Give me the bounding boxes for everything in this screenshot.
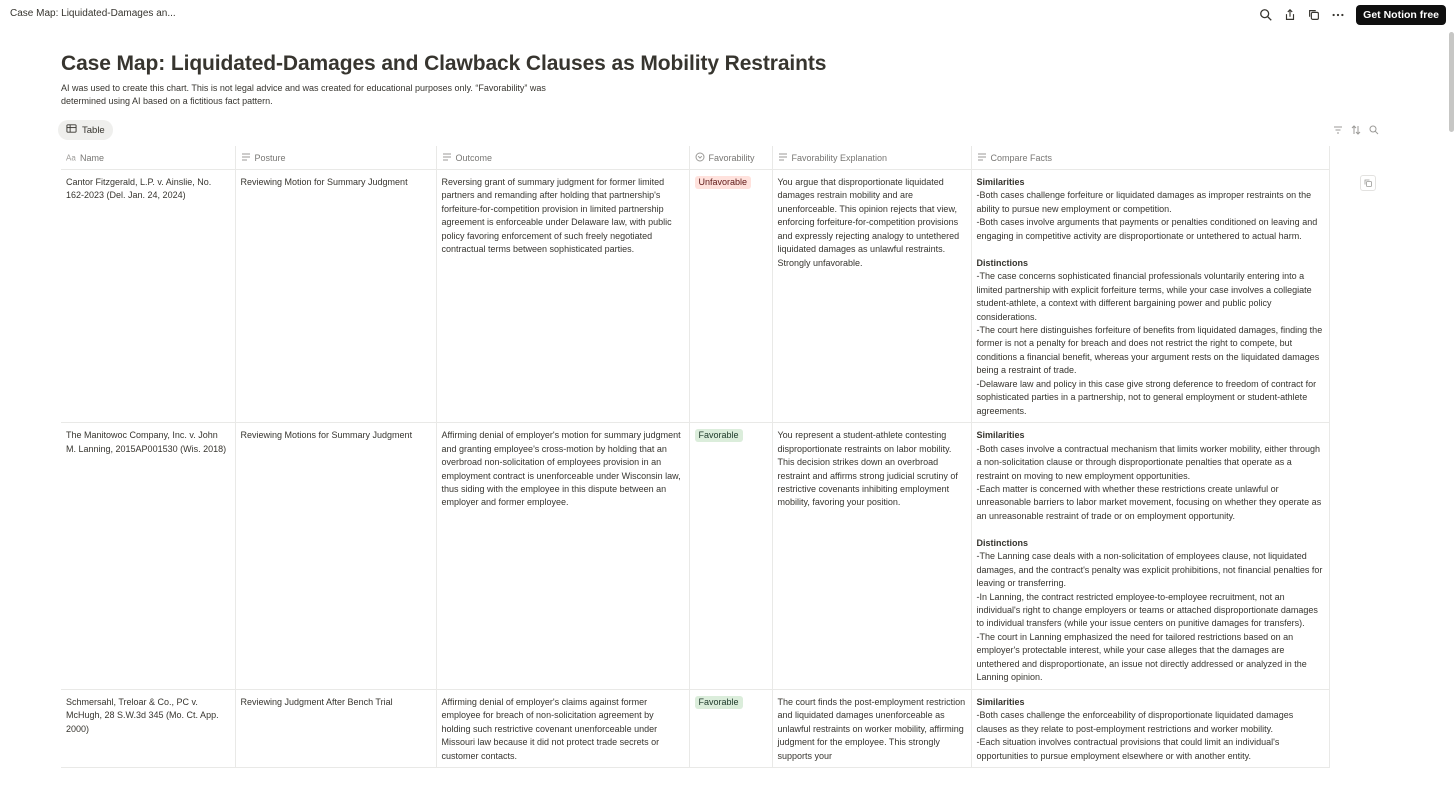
copy-icon[interactable]: [1360, 175, 1376, 191]
tab-label: Table: [82, 124, 105, 136]
search-icon[interactable]: [1368, 124, 1380, 136]
row-spacer: [1329, 689, 1384, 767]
page-description: AI was used to create this chart. This is not legal advice and was created for educational purposes only. “Favorability” was determined using AI based on a fictitious fact pattern.: [61, 83, 546, 106]
cell-compare[interactable]: [971, 689, 1329, 767]
scrollbar[interactable]: [1446, 0, 1456, 785]
text-property-icon: [241, 152, 251, 162]
column-header-posture[interactable]: Posture: [235, 146, 436, 170]
filter-icon[interactable]: [1332, 124, 1344, 136]
cell-compare[interactable]: [971, 170, 1329, 423]
text-property-icon: [778, 152, 788, 162]
get-notion-free-button[interactable]: Get Notion free: [1356, 5, 1446, 25]
table-row[interactable]: [61, 423, 1384, 690]
column-header-outcome[interactable]: Outcome: [436, 146, 689, 170]
text-property-icon: [442, 152, 452, 162]
table-row[interactable]: [61, 689, 1384, 767]
top-bar: [0, 0, 1456, 30]
favorability-tag: Favorable: [695, 429, 743, 442]
cell-posture[interactable]: Reviewing Motion for Summary Judgment: [235, 170, 436, 423]
sort-icon[interactable]: [1350, 124, 1362, 136]
cell-compare[interactable]: [971, 423, 1329, 690]
cell-outcome[interactable]: Reversing grant of summary judgment for former limited partners and remanding after holding that partnership's forfeiture-for-competition provision in limited partnership agreement is enforceable under Delaware law, with public policy favoring enforcement of such freely negotiated contractual terms between sophisticated parties.: [436, 170, 689, 423]
similarities-heading: Similarities: [976, 430, 1025, 441]
cell-explanation[interactable]: You argue that disproportionate liquidated damages restrain mobility and are unenforceable. This opinion rejects that view, enforcing forfeiture-for-competition provisions and expressly rejecting analogy to untethered liquidated damages as unlawful restraints. Strongly unfavorable.: [772, 170, 971, 423]
table-icon: [66, 123, 77, 137]
cell-outcome[interactable]: Affirming denial of employer's claims against former employee for breach of non-solicitation agreement by holding such restrictive covenant unenforceable under Missouri law because it did not protect trade secrets or customer contacts.: [436, 689, 689, 767]
share-icon[interactable]: [1282, 7, 1298, 23]
cell-name[interactable]: Cantor Fitzgerald, L.P. v. Ainslie, No. 162-2023 (Del. Jan. 24, 2024): [61, 170, 235, 423]
cell-explanation[interactable]: The court finds the post-employment restriction and liquidated damages unenforceable as unlawful restraints on worker mobility, affirming judgment for the employee. This strongly supports your: [772, 689, 971, 767]
page-title: Case Map: Liquidated-Damages and Clawback Clauses as Mobility Restraints: [61, 52, 827, 75]
distinctions-text: -The case concerns sophisticated financial professionals voluntarily entering into a limited partnership with explicit forfeiture terms, while your case involves a collegiate student-athlete, a context with different bargaining power and public policy considerations. -The court here distinguishes forfeiture of benefits from liquidated damages, finding the former is not a penalty for breach and does not restrict the right to compete, but conditions a financial benefit, whereas your argument rests on the liquidated damages being a restraint of trade. -Delaware law and policy in this case give strong deference to freedom of contract for sophisticated parties in a partnership, not to general employment or student-athlete agreements.: [976, 271, 1323, 416]
svg-text:Aa: Aa: [66, 153, 76, 162]
table-row[interactable]: [61, 170, 1384, 423]
duplicate-icon[interactable]: [1306, 7, 1322, 23]
cell-name[interactable]: Schmersahl, Treloar & Co., PC v. McHugh, 28 S.W.3d 345 (Mo. Ct. App. 2000): [61, 689, 235, 767]
scrollbar-thumb[interactable]: [1449, 32, 1454, 132]
view-tools: [1332, 124, 1380, 136]
similarities-text: -Both cases involve a contractual mechanism that limits worker mobility, either through a non-solicitation clause or through disproportionate penalties that operate as a restraint on moving to new employment opportunities. -Each matter is concerned with whether these restrictions create unlawful or unreasonable barriers to labor market movement, focusing on whether they operate as an unreasonable restraint of trade or on employment opportunity.: [976, 443, 1322, 521]
cell-favorability[interactable]: [689, 170, 772, 423]
table-header-row: [61, 146, 1384, 170]
distinctions-text: -The Lanning case deals with a non-solicitation of employees clause, not liquidated damages, and the contract's penalty was explicit prohibitions, not financial penalties for leaving or transferring. -In Lanning, the contract restricted employee-to-employee recruitment, not an individual's right to change employers or teams or attached disproportionate damages to individual transfers (while your issue centers on punitive damages for transfers). -The court in Lanning emphasized the need for tailored restrictions based on an employer's protectable interest, while your case alleges that the damages are untethered and disproportionate, an issue not directly addressed or analyzed in the Lanning opinion.: [976, 551, 1323, 683]
favorability-tag: Unfavorable: [695, 176, 752, 189]
similarities-text: -Both cases challenge forfeiture or liquidated damages as improper restraints on the ability to pursue new employment or competition. -Both cases involve arguments that payments or penalties conditioned on leaving and engaging in competitive activity are disproportionate or untethered to actual harm.: [976, 190, 1318, 241]
column-header-compare[interactable]: Compare Facts: [971, 146, 1329, 170]
row-spacer: [1329, 170, 1384, 423]
cell-explanation[interactable]: You represent a student-athlete contesting disproportionate restraints on labor mobility. This decision strikes down an overbroad restraint and affirms strong judicial scrutiny of restrictive covenants inhibiting employment mobility, favoring your position.: [772, 423, 971, 690]
cell-posture[interactable]: Reviewing Motions for Summary Judgment: [235, 423, 436, 690]
column-header-explanation[interactable]: Favorability Explanation: [772, 146, 971, 170]
row-spacer: [1329, 423, 1384, 690]
select-property-icon: [695, 152, 705, 162]
similarities-text: -Both cases challenge the enforceability of disproportionate liquidated damages clauses as they relate to post-employment restrictions and worker mobility. -Each situation involves contractual provisions that could limit an individual's opportunities to pursue employment elsewhere or with another entity.: [976, 710, 1294, 761]
favorability-tag: Favorable: [695, 696, 743, 709]
text-property-icon: [977, 152, 987, 162]
tab-table-view[interactable]: [58, 120, 113, 140]
title-property-icon: [66, 152, 76, 162]
distinctions-heading: Distinctions: [976, 537, 1029, 548]
cell-name[interactable]: The Manitowoc Company, Inc. v. John M. Lanning, 2015AP001530 (Wis. 2018): [61, 423, 235, 690]
column-header-favorability[interactable]: Favorability: [689, 146, 772, 170]
distinctions-heading: Distinctions: [976, 257, 1029, 268]
column-header-spacer: [1329, 146, 1384, 170]
case-table: [61, 146, 1384, 768]
cell-favorability[interactable]: [689, 689, 772, 767]
top-actions: [1258, 5, 1446, 25]
cell-posture[interactable]: Reviewing Judgment After Bench Trial: [235, 689, 436, 767]
similarities-heading: Similarities: [976, 177, 1025, 187]
search-icon[interactable]: [1258, 7, 1274, 23]
more-icon[interactable]: [1330, 7, 1346, 23]
similarities-heading: Similarities: [976, 696, 1025, 707]
cell-outcome[interactable]: Affirming denial of employer's motion for summary judgment and granting employee's cross-motion by holding that an overbroad non-solicitation of employees provision in an employment contract is unenforceable under Wisconsin law, thus siding with the employee in this dispute between an employer and former employee.: [436, 423, 689, 690]
breadcrumb[interactable]: Case Map: Liquidated-Damages an...: [10, 8, 176, 19]
cell-favorability[interactable]: [689, 423, 772, 690]
column-header-name[interactable]: Aa Name: [61, 146, 235, 170]
